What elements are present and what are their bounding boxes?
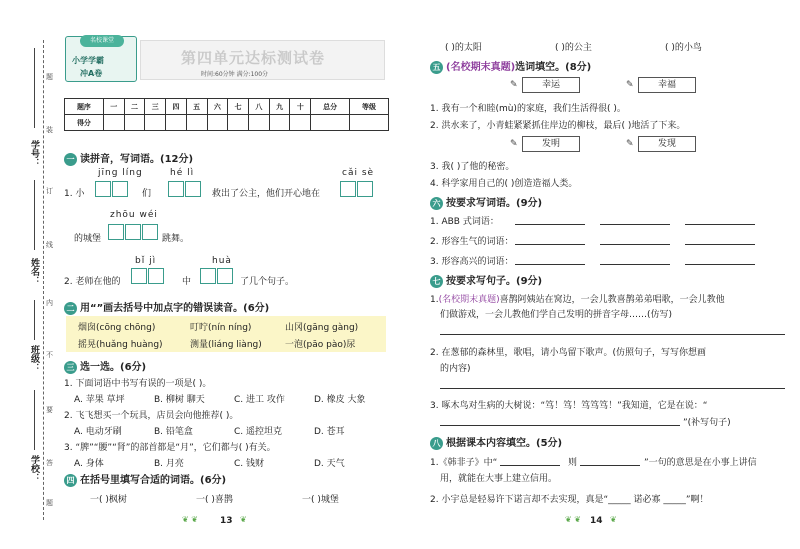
score-header-cell: 八 bbox=[249, 99, 270, 115]
fill-item: ( )的小鸟 bbox=[665, 43, 702, 53]
answer-line[interactable] bbox=[685, 224, 755, 225]
student-id-line bbox=[34, 48, 35, 128]
section-4-heading bbox=[64, 471, 226, 487]
pinyin: zhōu wéi bbox=[110, 210, 158, 220]
source-tag: (名校期末真题) bbox=[438, 295, 500, 305]
answer-box[interactable] bbox=[200, 268, 216, 284]
question-text: 2. 飞飞想买一个玩具，店员会向他推荐( )。 bbox=[64, 411, 239, 421]
section-number: 七 bbox=[430, 275, 443, 288]
score-header-cell: 题序 bbox=[65, 99, 104, 115]
section-number: 三 bbox=[64, 361, 77, 374]
leaf-icon: ❦ ❦ bbox=[565, 515, 581, 524]
answer-box[interactable] bbox=[112, 181, 128, 197]
pinyin: cǎi sè bbox=[342, 168, 375, 178]
question-text: 救出了公主，他们开心地在 bbox=[212, 189, 321, 199]
pinyin: huà bbox=[212, 256, 232, 266]
answer-line[interactable] bbox=[685, 264, 755, 265]
leaf-icon: ❦ bbox=[610, 515, 617, 524]
question-text: 的内容) bbox=[440, 364, 471, 374]
answer-box[interactable] bbox=[217, 268, 233, 284]
question-text: 4. 科学家用自己的( )创造造福人类。 bbox=[430, 179, 578, 189]
pencil-icon: ✎ bbox=[626, 80, 634, 90]
badge-line1: 小学学霸 bbox=[72, 56, 104, 65]
answer-line[interactable] bbox=[515, 244, 585, 245]
question-text bbox=[430, 292, 725, 305]
score-header-row bbox=[65, 99, 389, 115]
right-page bbox=[400, 0, 800, 549]
answer-line[interactable] bbox=[600, 264, 670, 265]
brand-logo: 名校课堂 bbox=[80, 35, 124, 47]
answer-line[interactable] bbox=[500, 465, 560, 466]
score-header-cell: 九 bbox=[269, 99, 290, 115]
pinyin: hé lì bbox=[170, 168, 195, 178]
answer-box[interactable] bbox=[142, 224, 158, 240]
page-title: 第四单元达标测试卷 bbox=[181, 49, 326, 67]
answer-box[interactable] bbox=[95, 181, 111, 197]
pinyin: jīng líng bbox=[98, 168, 143, 178]
binding-char: 订 bbox=[46, 187, 53, 195]
section-title: 读拼音，写词语。(12分) bbox=[80, 154, 194, 165]
section-title: 根据课本内容填空。(5分) bbox=[446, 438, 563, 449]
school-line bbox=[34, 390, 35, 450]
binding-line bbox=[43, 40, 44, 520]
question-text: 中 bbox=[182, 277, 192, 287]
answer-box[interactable] bbox=[185, 181, 201, 197]
source-tag: (名校期末真题) bbox=[446, 62, 516, 73]
word-option: 发明 bbox=[522, 136, 580, 152]
option: D. 苍耳 bbox=[314, 427, 345, 437]
answer-line[interactable] bbox=[600, 224, 670, 225]
name-label: 姓名： bbox=[29, 258, 39, 285]
reading-item: 烟囱(cōng chōng) bbox=[78, 323, 156, 333]
student-id-label: 学号： bbox=[29, 140, 39, 167]
score-cell[interactable] bbox=[103, 115, 124, 131]
answer-line[interactable] bbox=[440, 388, 785, 389]
question-body: 喜鹊阿姨站在窝边，一会儿教喜鹊弟弟唱歌，一会儿教他 bbox=[499, 295, 725, 305]
reading-item: 山冈(gāng gàng) bbox=[285, 323, 359, 333]
question-number: 1. bbox=[430, 295, 439, 305]
option: B. 月亮 bbox=[154, 459, 184, 469]
word-option: 发现 bbox=[638, 136, 696, 152]
question-text: 们 bbox=[142, 189, 152, 199]
question-text: 了几个句子。 bbox=[240, 277, 295, 287]
pencil-icon: ✎ bbox=[510, 80, 518, 90]
section-number: 二 bbox=[64, 302, 77, 315]
question-text: ”(补写句子) bbox=[683, 418, 731, 428]
score-cell[interactable] bbox=[269, 115, 290, 131]
score-header-cell: 七 bbox=[228, 99, 249, 115]
answer-line[interactable] bbox=[440, 334, 785, 335]
answer-line[interactable] bbox=[440, 425, 680, 426]
score-header-cell: 一 bbox=[103, 99, 124, 115]
score-cell[interactable] bbox=[249, 115, 270, 131]
question-text: ”一句的意思是在小事上讲信 bbox=[644, 458, 757, 468]
score-cell[interactable] bbox=[311, 115, 350, 131]
answer-box[interactable] bbox=[131, 268, 147, 284]
class-label: 班级： bbox=[29, 345, 39, 372]
name-line bbox=[34, 180, 35, 250]
reading-item: 叮咛(nín níng) bbox=[190, 323, 252, 333]
question-text: 1. 下面词语中书写有误的一项是( )。 bbox=[64, 379, 212, 389]
section-7-heading bbox=[430, 272, 542, 288]
question-text: 们做游戏，一会儿教他们学自己发明的拼音字母……(仿写) bbox=[440, 310, 673, 320]
binding-char: 内 bbox=[46, 299, 53, 307]
leaf-icon: ❦ bbox=[240, 515, 247, 524]
score-header-cell: 二 bbox=[124, 99, 145, 115]
score-cell[interactable] bbox=[166, 115, 187, 131]
binding-char: 答 bbox=[46, 459, 53, 467]
class-line bbox=[34, 300, 35, 340]
option: C. 钱财 bbox=[234, 459, 265, 469]
answer-box[interactable] bbox=[108, 224, 124, 240]
option: C. 进工 攻作 bbox=[234, 395, 285, 405]
section-title: 按要求写句子。(9分) bbox=[446, 276, 543, 287]
section-3-heading bbox=[64, 358, 146, 374]
score-header-cell: 总分 bbox=[311, 99, 350, 115]
question-text: 2. 小宇总是轻易许下诺言却不去实现，真是“_____ 诺必寡 _____”啊！ bbox=[430, 495, 709, 505]
score-table bbox=[64, 98, 389, 131]
question-text: 2. 洪水来了，小青蛙紧紧抓住岸边的柳枝，最后( )地活了下来。 bbox=[430, 121, 686, 131]
score-row-label: 得分 bbox=[65, 115, 104, 131]
section-8-heading bbox=[430, 434, 562, 450]
word-option: 幸福 bbox=[638, 77, 696, 93]
binding-char: 题 bbox=[46, 499, 53, 507]
question-text: 2. 老师在他的 bbox=[64, 277, 121, 287]
series-badge bbox=[65, 36, 137, 82]
question-text: 3. “脾”“腰”“肾”的部首都是“月”，它们都与( )有关。 bbox=[64, 443, 276, 453]
score-cell[interactable] bbox=[145, 115, 166, 131]
question-text: 2. 形容生气的词语： bbox=[430, 237, 514, 247]
section-title: 选一选。(6分) bbox=[80, 362, 147, 373]
answer-line[interactable] bbox=[580, 465, 640, 466]
question-text: 跳舞。 bbox=[162, 234, 190, 244]
score-cell[interactable] bbox=[228, 115, 249, 131]
fill-item: 一( )城堡 bbox=[302, 495, 339, 505]
badge-line2: 冲A卷 bbox=[80, 69, 103, 78]
pencil-icon: ✎ bbox=[626, 139, 634, 149]
section-title: 按要求写词语。(9分) bbox=[446, 198, 543, 209]
fill-item: 一( )枫树 bbox=[90, 495, 127, 505]
binding-char: 线 bbox=[46, 241, 53, 249]
answer-box[interactable] bbox=[357, 181, 373, 197]
score-cell[interactable] bbox=[207, 115, 228, 131]
option: A. 电动牙刷 bbox=[74, 427, 122, 437]
score-header-cell: 四 bbox=[166, 99, 187, 115]
section-number: 五 bbox=[430, 61, 443, 74]
score-header-cell: 十 bbox=[290, 99, 311, 115]
section-5-heading bbox=[430, 58, 591, 74]
answer-line[interactable] bbox=[685, 244, 755, 245]
section-number: 一 bbox=[64, 153, 77, 166]
fill-item: 一( )喜鹊 bbox=[196, 495, 233, 505]
option: D. 天气 bbox=[314, 459, 345, 469]
exam-info: 时间:60分钟 满分:100分 bbox=[201, 71, 269, 78]
question-text: 3. 我( )了他的秘密。 bbox=[430, 162, 515, 172]
question-text: 的城堡 bbox=[74, 234, 102, 244]
question-text: 则 bbox=[568, 458, 578, 468]
section-1-heading bbox=[64, 150, 193, 166]
fill-item: ( )的公主 bbox=[555, 43, 592, 53]
answer-box[interactable] bbox=[125, 224, 141, 240]
score-header-cell: 五 bbox=[186, 99, 207, 115]
question-text: 1. 小 bbox=[64, 189, 85, 199]
answer-line[interactable] bbox=[600, 244, 670, 245]
binding-char: 不 bbox=[46, 351, 53, 359]
question-text: 3. 形容高兴的词语： bbox=[430, 257, 514, 267]
question-text: 1.《韩非子》中“ bbox=[430, 458, 498, 468]
fill-item: ( )的太阳 bbox=[445, 43, 482, 53]
answer-box[interactable] bbox=[148, 268, 164, 284]
score-header-cell: 等级 bbox=[350, 99, 389, 115]
pinyin: bǐ jì bbox=[135, 256, 157, 266]
question-text: 1. ABB 式词语： bbox=[430, 217, 499, 227]
pencil-icon: ✎ bbox=[510, 139, 518, 149]
section-number: 四 bbox=[64, 474, 77, 487]
option: D. 橡皮 大象 bbox=[314, 395, 366, 405]
page-number: 13 bbox=[220, 516, 233, 526]
question-text: 用，就能在大事上建立信用。 bbox=[440, 474, 558, 484]
reading-item: 测量(liáng liàng) bbox=[190, 340, 262, 350]
leaf-icon: ❦ ❦ bbox=[182, 515, 198, 524]
page-number: 14 bbox=[590, 516, 603, 526]
question-text: 2. 在葱郁的森林里，歌唱，请小鸟留下歌声。(仿照句子，写写你想画 bbox=[430, 348, 706, 358]
score-cell[interactable] bbox=[124, 115, 145, 131]
score-value-row bbox=[65, 115, 389, 131]
answer-box[interactable] bbox=[340, 181, 356, 197]
question-text: 3. 啄木鸟对生病的大树说：“笃！笃！笃笃笃！”我知道，它是在说：“ bbox=[430, 401, 708, 411]
section-2-heading bbox=[64, 299, 269, 315]
question-text: 1. 我有一个和睦(mù)的家庭，我们生活得很( )。 bbox=[430, 104, 626, 114]
binding-char: 要 bbox=[46, 406, 53, 414]
score-header-cell: 三 bbox=[145, 99, 166, 115]
section-number: 六 bbox=[430, 197, 443, 210]
reading-item: 摇晃(huǎng huàng) bbox=[78, 340, 163, 350]
answer-line[interactable] bbox=[515, 224, 585, 225]
word-option: 幸运 bbox=[522, 77, 580, 93]
option: A. 苹果 草坪 bbox=[74, 395, 125, 405]
reading-item: 一泡(pāo pào)尿 bbox=[285, 340, 356, 350]
score-cell[interactable] bbox=[350, 115, 389, 131]
section-title: 用“”画去括号中加点字的错误读音。(6分) bbox=[80, 303, 270, 314]
answer-line[interactable] bbox=[515, 264, 585, 265]
title-bar bbox=[140, 40, 385, 80]
section-number: 八 bbox=[430, 437, 443, 450]
option: A. 身体 bbox=[74, 459, 104, 469]
option: B. 铅笔盒 bbox=[154, 427, 193, 437]
section-6-heading bbox=[430, 194, 542, 210]
score-cell[interactable] bbox=[290, 115, 311, 131]
option: B. 柳树 聊天 bbox=[154, 395, 205, 405]
section-title: 选词填空。(8分) bbox=[515, 62, 592, 73]
section-title: 在括号里填写合适的词语。(6分) bbox=[80, 475, 227, 486]
score-cell[interactable] bbox=[186, 115, 207, 131]
binding-char: 装 bbox=[46, 126, 53, 134]
score-header-cell: 六 bbox=[207, 99, 228, 115]
option: C. 遥控坦克 bbox=[234, 427, 283, 437]
binding-char: 题 bbox=[46, 73, 53, 81]
school-label: 学校： bbox=[29, 455, 39, 482]
answer-box[interactable] bbox=[168, 181, 184, 197]
